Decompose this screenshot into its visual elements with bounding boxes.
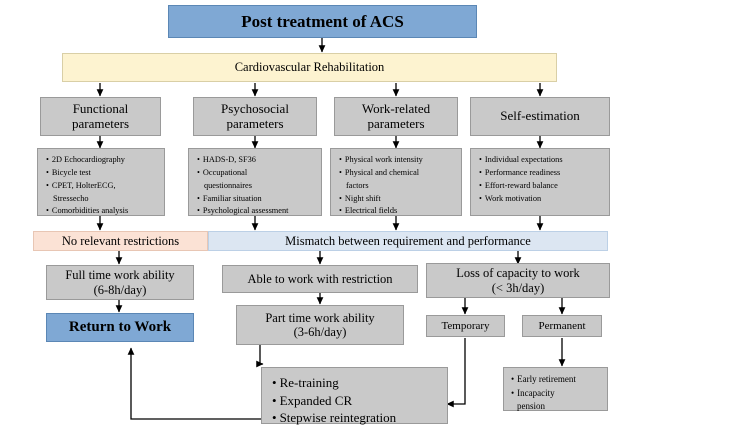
permanent-box xyxy=(522,315,602,337)
full-time-line2: (6-8h/day) xyxy=(93,282,147,297)
able-to-work-text: Able to work with restriction xyxy=(247,271,393,286)
bullets-functional xyxy=(37,148,165,216)
part-time-box xyxy=(236,305,404,345)
list-item-continued: pension xyxy=(517,401,545,411)
list-item-continued: Stressecho xyxy=(53,193,89,203)
list-item: • Night shift xyxy=(339,193,457,206)
list-item: • Re-training xyxy=(272,374,441,392)
list-item: • Psychological assessment xyxy=(197,205,317,218)
list-item: • Stepwise reintegration xyxy=(272,409,441,427)
band-no-restrictions-text: No relevant restrictions xyxy=(61,233,180,248)
bullets-work-related xyxy=(330,148,462,216)
temporary-text: Temporary xyxy=(441,319,490,332)
return-to-work-text: Return to Work xyxy=(68,318,172,335)
part-time-line2: (3-6h/day) xyxy=(293,325,347,339)
loss-capacity-line1: Loss of capacity to work xyxy=(456,266,580,281)
head-self-estimation xyxy=(470,97,610,136)
list-item: • HADS-D, SF36 xyxy=(197,154,317,167)
list-item: • Expanded CR xyxy=(272,392,441,410)
rehab-box xyxy=(62,53,557,82)
permanent-outcome-list xyxy=(503,367,608,411)
able-to-work-box xyxy=(222,265,418,293)
band-mismatch xyxy=(208,231,608,251)
full-time-box xyxy=(46,265,194,300)
list-item: • 2D Echocardiography xyxy=(46,154,160,167)
list-item-continued: factors xyxy=(346,180,369,190)
list-item: • CPET, HolterECG, xyxy=(46,180,160,193)
part-time-line1: Part time work ability xyxy=(265,310,375,325)
list-item: • Early retirement xyxy=(511,373,603,387)
head-work-related-line1: Work-related xyxy=(361,100,431,116)
list-item: • Bicycle test xyxy=(46,167,160,180)
permanent-text: Permanent xyxy=(538,319,586,332)
loss-capacity-line2: (< 3h/day) xyxy=(491,280,545,295)
head-work-related xyxy=(334,97,458,136)
head-functional-line1: Functional xyxy=(72,100,129,116)
rehab-text: Cardiovascular Rehabilitation xyxy=(234,60,385,75)
list-item: • Performance readiness xyxy=(479,167,605,180)
list-item: • Physical work intensity xyxy=(339,154,457,167)
list-item: • Familiar situation xyxy=(197,193,317,206)
temporary-box xyxy=(426,315,505,337)
loss-capacity-box xyxy=(426,263,610,298)
list-item: • Incapacity xyxy=(511,387,603,401)
list-item: • Physical and chemical xyxy=(339,167,457,180)
bullets-psychosocial xyxy=(188,148,322,216)
list-item: • Individual expectations xyxy=(479,154,605,167)
head-self-estimation-line1: Self-estimation xyxy=(500,108,580,124)
head-functional xyxy=(40,97,161,136)
head-work-related-line2: parameters xyxy=(367,115,425,131)
list-item: • Comorbidities analysis xyxy=(46,205,160,218)
list-item: • Electrical fields xyxy=(339,205,457,218)
list-item-continued: questionnaires xyxy=(204,180,252,190)
head-psychosocial-line1: Psychosocial xyxy=(221,100,289,116)
head-functional-line2: parameters xyxy=(71,115,130,131)
list-item: • Work motivation xyxy=(479,193,605,206)
full-time-line1: Full time work ability xyxy=(65,268,175,283)
measures-box xyxy=(261,367,448,424)
head-psychosocial xyxy=(193,97,317,136)
band-mismatch-text: Mismatch between requirement and performance xyxy=(285,233,531,248)
list-item: • Occupational xyxy=(197,167,317,180)
band-no-restrictions xyxy=(33,231,208,251)
bullets-self-estimation xyxy=(470,148,610,216)
return-to-work-box xyxy=(46,313,194,342)
title-box xyxy=(168,5,477,38)
head-psychosocial-line2: parameters xyxy=(226,115,284,131)
list-item: • Effort-reward balance xyxy=(479,180,605,193)
title-text: Post treatment of ACS xyxy=(241,11,404,31)
